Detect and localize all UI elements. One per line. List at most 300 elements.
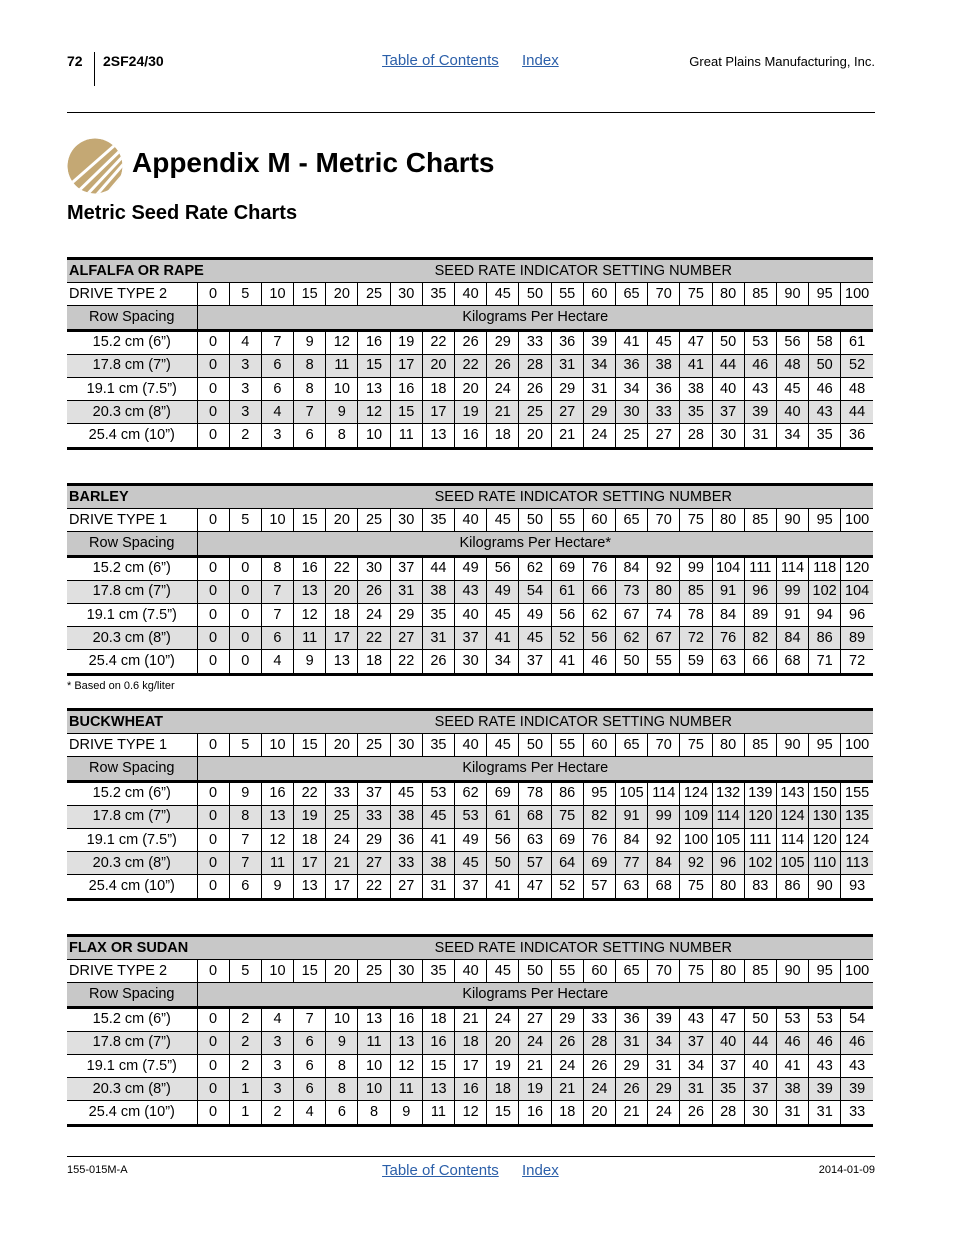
rate-value: 89 [841,627,873,650]
rate-value: 111 [744,556,776,580]
setting-number: 95 [809,283,841,306]
setting-number: 35 [422,283,454,306]
rate-value: 18 [422,377,454,400]
rate-value: 80 [712,875,744,899]
rate-value: 12 [261,828,293,851]
rate-value: 56 [487,556,519,580]
footer-index-link[interactable]: Index [522,1162,559,1179]
rate-unit: Kilograms Per Hectare [197,306,873,330]
rate-value: 29 [551,377,583,400]
rate-value: 13 [422,1078,454,1101]
rate-value: 24 [551,1054,583,1077]
rate-value: 0 [197,556,229,580]
setting-number: 80 [712,960,744,983]
crop-name: BARLEY [67,485,294,509]
rate-value: 38 [390,805,422,828]
setting-number: 5 [229,283,261,306]
drive-type: DRIVE TYPE 1 [67,734,197,757]
row-spacing: 25.4 cm (10”) [67,1101,197,1125]
rate-value: 6 [326,1101,358,1125]
rate-value: 13 [390,1031,422,1054]
drive-type-row [67,734,873,757]
setting-number: 90 [776,734,808,757]
table-of-contents-link[interactable]: Table of Contents [382,52,499,69]
rate-value: 0 [229,556,261,580]
rate-value: 18 [487,1078,519,1101]
rate-value: 19 [487,1054,519,1077]
rate-value: 20 [583,1101,615,1125]
rate-value: 20 [326,580,358,603]
rate-value: 24 [583,424,615,448]
rate-value: 50 [809,354,841,377]
row-spacing: 25.4 cm (10”) [67,650,197,674]
setting-number: 50 [519,283,551,306]
setting-number: 75 [680,734,712,757]
setting-number: 30 [390,509,422,532]
rate-value: 12 [455,1101,487,1125]
setting-number: 80 [712,734,744,757]
rate-value: 10 [326,1007,358,1031]
rate-value: 12 [294,603,326,626]
setting-number: 65 [615,283,647,306]
rate-value: 92 [680,852,712,875]
rate-value: 34 [680,1054,712,1077]
setting-number: 0 [197,283,229,306]
rate-value: 114 [776,828,808,851]
rate-value: 33 [326,781,358,805]
row-spacing: 17.8 cm (7”) [67,580,197,603]
rate-value: 22 [358,627,390,650]
seed-rate-chart [67,708,873,901]
setting-number: 10 [261,734,293,757]
rate-value: 75 [680,875,712,899]
seed-rate-table [67,934,873,1127]
setting-number: 40 [455,509,487,532]
table-row [67,354,873,377]
rate-value: 86 [551,781,583,805]
rate-value: 0 [197,424,229,448]
row-spacing: 20.3 cm (8”) [67,401,197,424]
rate-value: 102 [744,852,776,875]
rate-value: 96 [744,580,776,603]
rate-value: 85 [680,580,712,603]
rate-value: 16 [390,1007,422,1031]
rate-value: 57 [583,875,615,899]
setting-number: 90 [776,283,808,306]
rate-value: 38 [776,1078,808,1101]
rate-value: 62 [519,556,551,580]
table-row [67,875,873,899]
table-row [67,1031,873,1054]
rate-value: 3 [229,354,261,377]
rate-value: 54 [519,580,551,603]
rate-value: 1 [229,1078,261,1101]
setting-number: 55 [551,734,583,757]
setting-number: 30 [390,283,422,306]
rate-value: 13 [422,424,454,448]
rate-value: 22 [326,556,358,580]
setting-number: 95 [809,960,841,983]
drive-type-row [67,283,873,306]
rate-value: 27 [390,875,422,899]
table-row [67,401,873,424]
table-row [67,377,873,400]
rate-value: 45 [390,781,422,805]
rate-value: 92 [648,556,680,580]
page-title: Appendix M - Metric Charts [132,147,495,178]
setting-number: 15 [294,509,326,532]
rate-value: 26 [583,1054,615,1077]
rate-value: 75 [551,805,583,828]
rate-value: 61 [487,805,519,828]
rate-value: 22 [390,650,422,674]
rate-value: 31 [551,354,583,377]
row-spacing: 25.4 cm (10”) [67,875,197,899]
rate-value: 50 [487,852,519,875]
rate-value: 3 [261,424,293,448]
rate-value: 50 [712,330,744,354]
rate-value: 21 [326,852,358,875]
rate-value: 114 [776,556,808,580]
rate-value: 9 [326,1031,358,1054]
rate-unit: Kilograms Per Hectare [197,757,873,781]
setting-number: 45 [487,734,519,757]
rate-value: 69 [487,781,519,805]
rate-value: 6 [294,424,326,448]
rate-value: 29 [615,1054,647,1077]
rate-value: 130 [809,805,841,828]
rate-value: 30 [744,1101,776,1125]
rate-value: 28 [583,1031,615,1054]
rate-value: 9 [390,1101,422,1125]
settings-caption: SEED RATE INDICATOR SETTING NUMBER [294,936,873,960]
rate-value: 0 [229,580,261,603]
rate-value: 33 [390,852,422,875]
rate-value: 11 [390,424,422,448]
row-spacing: 15.2 cm (6”) [67,1007,197,1031]
rate-value: 49 [519,603,551,626]
rate-value: 84 [712,603,744,626]
rate-value: 8 [294,377,326,400]
table-row [67,556,873,580]
rate-value: 0 [197,627,229,650]
settings-caption: SEED RATE INDICATOR SETTING NUMBER [294,259,873,283]
rate-value: 11 [294,627,326,650]
rate-value: 67 [615,603,647,626]
setting-number: 65 [615,960,647,983]
setting-number: 45 [487,283,519,306]
rate-value: 7 [261,330,293,354]
table-row [67,1007,873,1031]
rate-value: 35 [809,424,841,448]
rate-value: 27 [648,424,680,448]
rate-value: 3 [229,401,261,424]
setting-number: 60 [583,734,615,757]
rate-value: 31 [390,580,422,603]
row-spacing: 19.1 cm (7.5”) [67,377,197,400]
table-row [67,1101,873,1125]
setting-number: 35 [422,734,454,757]
rate-value: 36 [648,377,680,400]
rate-value: 17 [390,354,422,377]
rate-value: 62 [615,627,647,650]
footer-table-of-contents-link[interactable]: Table of Contents [382,1162,499,1179]
rate-unit: Kilograms Per Hectare* [197,532,873,556]
rate-value: 6 [294,1078,326,1101]
rate-value: 24 [487,1007,519,1031]
rate-value: 36 [615,354,647,377]
rate-value: 59 [680,650,712,674]
rate-value: 49 [487,580,519,603]
rate-value: 68 [648,875,680,899]
rate-value: 10 [358,424,390,448]
rate-value: 45 [487,603,519,626]
rate-value: 9 [294,330,326,354]
rate-value: 28 [519,354,551,377]
rate-value: 13 [294,580,326,603]
seed-rate-table [67,708,873,901]
rate-value: 61 [551,580,583,603]
rate-value: 31 [422,627,454,650]
row-spacing: 19.1 cm (7.5”) [67,1054,197,1077]
rate-value: 56 [776,330,808,354]
rate-value: 15 [358,354,390,377]
doc-code: 2SF24/30 [103,53,164,69]
rate-value: 0 [197,354,229,377]
setting-number: 80 [712,283,744,306]
rate-value: 19 [519,1078,551,1101]
rate-value: 29 [358,828,390,851]
row-spacing-header-row [67,306,873,330]
rate-value: 21 [551,424,583,448]
rate-value: 82 [583,805,615,828]
rate-value: 29 [583,401,615,424]
rate-value: 20 [422,354,454,377]
rate-value: 47 [680,330,712,354]
rate-value: 99 [680,556,712,580]
crop-name: ALFALFA OR RAPE [67,259,294,283]
rate-value: 16 [261,781,293,805]
rate-value: 37 [712,1054,744,1077]
rate-value: 120 [841,556,873,580]
rate-value: 38 [680,377,712,400]
rate-value: 18 [326,603,358,626]
setting-number: 70 [648,960,680,983]
rate-value: 2 [229,424,261,448]
great-plains-logo-icon [67,138,123,194]
crop-name: BUCKWHEAT [67,710,294,734]
setting-number: 60 [583,509,615,532]
rate-value: 63 [712,650,744,674]
row-spacing: 15.2 cm (6”) [67,556,197,580]
setting-number: 100 [841,283,873,306]
rate-value: 0 [197,377,229,400]
rate-value: 18 [455,1031,487,1054]
rate-value: 76 [712,627,744,650]
seed-rate-chart [67,934,873,1127]
rate-value: 0 [197,875,229,899]
rate-value: 46 [744,354,776,377]
setting-number: 65 [615,734,647,757]
rate-value: 26 [422,650,454,674]
table-row [67,627,873,650]
rate-value: 11 [422,1101,454,1125]
rate-value: 13 [294,875,326,899]
rate-value: 155 [841,781,873,805]
rate-value: 13 [358,1007,390,1031]
rate-value: 40 [776,401,808,424]
setting-number: 5 [229,734,261,757]
drive-type-row [67,509,873,532]
setting-number: 85 [744,283,776,306]
rate-value: 21 [615,1101,647,1125]
rate-value: 110 [809,852,841,875]
rate-value: 4 [229,330,261,354]
rate-value: 44 [841,401,873,424]
rate-value: 68 [776,650,808,674]
rate-value: 6 [261,354,293,377]
table-row [67,1054,873,1077]
setting-number: 100 [841,960,873,983]
rate-value: 37 [358,781,390,805]
rate-value: 120 [809,828,841,851]
rate-value: 84 [615,556,647,580]
setting-number: 5 [229,960,261,983]
rate-value: 4 [261,650,293,674]
rate-value: 31 [776,1101,808,1125]
rate-value: 44 [712,354,744,377]
rate-value: 26 [358,580,390,603]
setting-number: 10 [261,283,293,306]
company-name: Great Plains Manufacturing, Inc. [689,54,875,69]
table-row [67,650,873,674]
row-spacing: 15.2 cm (6”) [67,781,197,805]
rate-value: 31 [615,1031,647,1054]
rate-value: 8 [326,1078,358,1101]
rate-value: 10 [326,377,358,400]
rate-value: 0 [229,603,261,626]
rate-value: 8 [294,354,326,377]
rate-value: 0 [197,330,229,354]
rate-value: 13 [358,377,390,400]
setting-number: 35 [422,509,454,532]
rate-value: 69 [551,828,583,851]
rate-value: 22 [455,354,487,377]
row-spacing-header-row [67,532,873,556]
setting-number: 25 [358,960,390,983]
row-spacing: 19.1 cm (7.5”) [67,603,197,626]
seed-rate-table [67,257,873,450]
rate-value: 91 [712,580,744,603]
rate-value: 67 [648,627,680,650]
rate-value: 105 [776,852,808,875]
setting-number: 75 [680,960,712,983]
row-spacing: 20.3 cm (8”) [67,852,197,875]
rate-value: 31 [648,1054,680,1077]
rate-value: 91 [615,805,647,828]
setting-number: 20 [326,960,358,983]
rate-value: 10 [358,1054,390,1077]
rate-value: 52 [551,875,583,899]
table-row [67,805,873,828]
rate-value: 56 [487,828,519,851]
rate-value: 36 [841,424,873,448]
rate-value: 11 [261,852,293,875]
rate-value: 111 [744,828,776,851]
setting-number: 100 [841,734,873,757]
rate-value: 76 [583,556,615,580]
rate-value: 0 [197,1031,229,1054]
rate-value: 48 [841,377,873,400]
rate-value: 118 [809,556,841,580]
rate-value: 19 [390,330,422,354]
rate-value: 17 [326,627,358,650]
rate-value: 124 [776,805,808,828]
rate-value: 47 [519,875,551,899]
rate-value: 43 [455,580,487,603]
rate-value: 18 [422,1007,454,1031]
rate-value: 113 [841,852,873,875]
header-rule [67,112,875,113]
rate-value: 34 [583,354,615,377]
setting-number: 55 [551,960,583,983]
index-link[interactable]: Index [522,52,559,69]
rate-value: 48 [776,354,808,377]
setting-number: 45 [487,509,519,532]
rate-value: 39 [841,1078,873,1101]
rate-value: 18 [358,650,390,674]
rate-value: 24 [326,828,358,851]
rate-value: 6 [261,377,293,400]
rate-value: 12 [358,401,390,424]
rate-value: 31 [809,1101,841,1125]
row-spacing-header-row [67,757,873,781]
setting-number: 90 [776,960,808,983]
crop-name: FLAX OR SUDAN [67,936,294,960]
rate-value: 150 [809,781,841,805]
setting-number: 25 [358,734,390,757]
rate-value: 3 [229,377,261,400]
rate-value: 105 [712,828,744,851]
rate-value: 100 [680,828,712,851]
rate-value: 36 [551,330,583,354]
setting-number: 0 [197,509,229,532]
rate-value: 50 [615,650,647,674]
rate-value: 41 [551,650,583,674]
rate-value: 38 [422,580,454,603]
rate-value: 33 [648,401,680,424]
setting-number: 55 [551,509,583,532]
rate-value: 24 [519,1031,551,1054]
rate-value: 20 [519,424,551,448]
rate-value: 26 [519,377,551,400]
rate-value: 83 [744,875,776,899]
setting-number: 90 [776,509,808,532]
rate-value: 2 [229,1031,261,1054]
rate-value: 38 [422,852,454,875]
setting-number: 0 [197,734,229,757]
rate-value: 53 [809,1007,841,1031]
rate-value: 26 [487,354,519,377]
rate-value: 25 [326,805,358,828]
setting-number: 25 [358,283,390,306]
rate-value: 30 [615,401,647,424]
rate-value: 29 [487,330,519,354]
rate-value: 28 [712,1101,744,1125]
rate-value: 40 [712,1031,744,1054]
rate-value: 0 [229,650,261,674]
table-row [67,424,873,448]
